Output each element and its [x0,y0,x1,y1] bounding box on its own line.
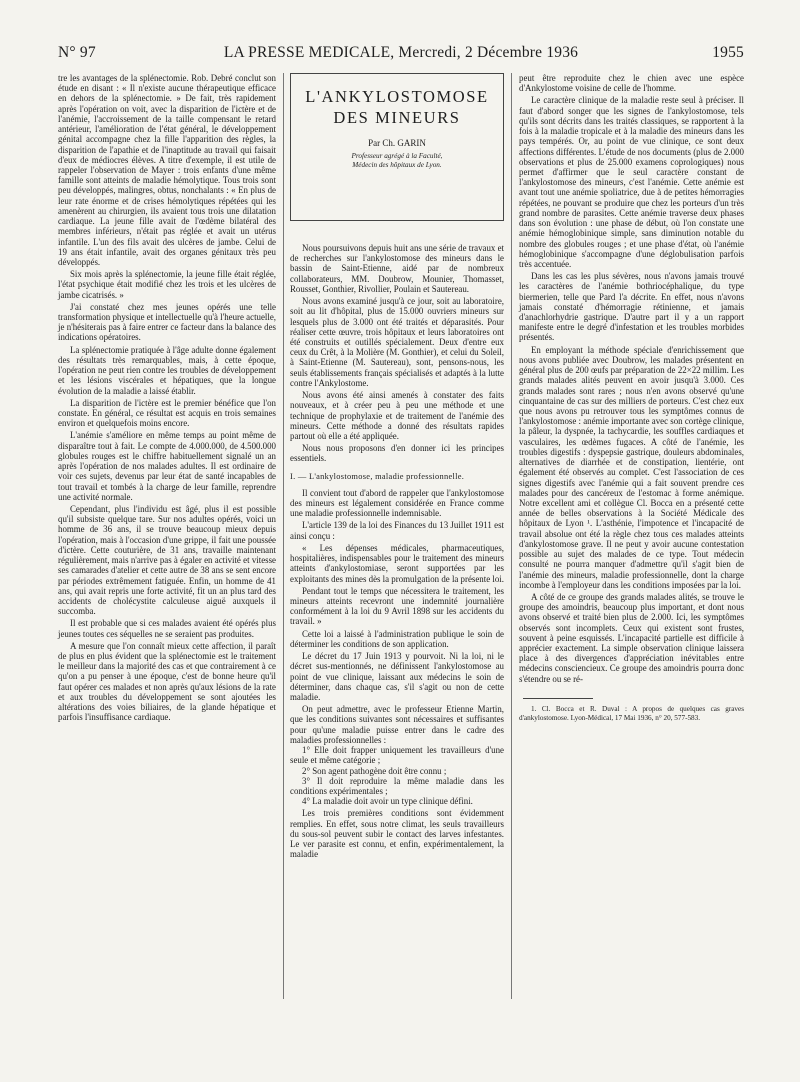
col1-paragraph: J'ai constaté chez mes jeunes opérés une telle transformation physique et intellectuelle qu'à l'heure actuelle, je n'hésiterais pas à faire entrer ce facteur dans la balance des indications opératoires. [58,301,276,343]
col3-paragraph: A côté de ce groupe des grands malades alités, se trouve le groupe des amoindris, beaucoup plus important, et dont nous avons observé et traité bien plus de 2.000. Ici, les symptômes observés sont incomplets. Ceux qui existent sont frustes, souvent à peine esquissés. L'incapacité partielle est difficile à apprécier exactement. La simple observation clinique laissera place à des divergences d'appréciation inévitables entre médecins consciencieux. Ce groupe des amoindris pourra donc s'étendre ou se ré- [519,591,744,684]
col2-paragraph: Nous avons été ainsi amenés à constater des faits nouveaux, et à créer peu à peu une méthode et une technique de prophylaxie et de traitement de l'anémie des mineurs. Cette méthode a donné des résultats rapides partout où elle a été appliquée. [290,390,504,441]
col2-paragraph: Cette loi a laissé à l'administration publique le soin de déterminer les conditions de son application. [290,628,504,649]
column-2 [290,73,504,859]
author-affiliation-line-2: Médecin des hôpitaux de Lyon. [352,161,442,170]
col2-paragraph: Les trois premières conditions sont évidemment remplies. En effet, sous notre climat, les seuls travailleurs du sous-sol peuvent subir le contact des larves infestantes. Le ver parasite est connu, et enfin, expérimentalement, la maladie [290,808,504,860]
col2-list-item: 1° Elle doit frapper uniquement les travailleurs d'une seule et même catégorie ; [290,745,504,766]
col1-paragraph: L'anémie s'améliore en même temps au point même de disparaître tout à fait. Le compte de 4.000.000, de 4.500.000 globules rouges est le chiffre habituellement signalé un an après l'opération de nos malades adultes. Il est ordinaire de voir ces sujets, devenus par leur état de santé incapables de tout travail et tombés à la charge de leur famille, reprendre une activité normale. [58,430,276,502]
col2-list-item: 3° Il doit reproduire la même maladie dans les conditions expérimentales ; [290,775,504,796]
article-title-line-1: L'ANKYLOSTOMOSE [305,87,489,106]
footnote-rule [523,698,593,699]
col2-paragraph: Nous nous proposons d'en donner ici les principes essentiels. [290,443,504,464]
col3-paragraph: Le caractère clinique de la maladie reste seul à préciser. Il faut d'abord songer que les signes de l'ankylostomose, tels qu'ils sont décrits dans les traités classiques, se rapportent à la fois à la maladie tropicale et à la maladie des mineurs dans les pays tempérés. Or, au point de vue clinique, ce sont deux affections différentes. L'étude de nos documents (plus de 2.000 observations et plus de 25.000 examens coprologiques) nous permet d'affirmer que le seul caractère constant de l'ankylostomose des mineurs, c'est l'anémie. Cette anémie est avant tout une anémie spoliatrice, due à de petites hémorragies répétées, ne pouvant se produire que chez les porteurs d'un très grand nombre de parasites. Cette anémie traverse deux phases dans son évolution : une phase de début, où l'on constate une anémie hémoglobinique simple, sans diminution notable du nombre des globules rouges ; et une phase d'état, où l'anémie hémoglobinique s'accompagne d'une déglobulisation parfois très accentuée. [519,95,744,269]
page-number: 1955 [712,44,744,61]
column-3 [519,73,744,723]
article-title-box [290,73,504,221]
section-heading: I. — L'ankylostomose, maladie professionnelle. [290,471,465,481]
col2-paragraph: Nous poursuivons depuis huit ans une série de travaux et de recherches sur l'ankylostomose des mineurs dans le bassin de Saint-Etienne, aidé par de nombreux collaborateurs, MM. Doubrow, Mounier, Thomasset, Rousset, Gonthier, Rivollier, Poulain et Sautereau. [290,243,504,294]
col1-paragraph: Cependant, plus l'individu est âgé, plus il est possible qu'il subsiste quelque tare. Sur nos adultes opérés, voici un homme de 36 ans, il se trouve beaucoup mieux depuis l'opération, mais à l'occasion d'une grippe, il fait une poussée d'ictère. Cette couturière, de 31 ans, travaille maintenant régulièrement, mais n'arrive pas à égaler en activité et vitesse ses camarades d'atelier et cette autre de 38 ans se sent encore par périodes extrêmement fatiguée. Enfin, un homme de 41 ans, qui avait repris une forte activité, fit un an plus tard des accidents de cholécystite calculeuse aiguë auxquels il succomba. [58,503,276,617]
col1-paragraph: tre les avantages de la splénectomie. Rob. Debré conclut son étude en disant : « Il n'existe aucune thérapeutique efficace en dehors de la splénectomie. » De fait, très rapidement après l'opération on voit, avec la disparition de l'ictère et de l'anémie, l'accroissement de la taille compensant le retard antérieur, l'amélioration de l'état général, le développement génital accompagne chez la fille l'apparition des règles, la disparition de l'apathie et de l'inaptitude au travail qui faisait d'eux de médiocres élèves. A titre d'exemple, il est utile de rappeler l'observation de Mayer : trois enfants d'une même famille sont atteints de maladie hémolytique. Tous trois sont peu développés, malingres, obtus, nonchalants : « En plus de leur rate énorme et de crises hémolytiques répétées qui les amenèrent au chirurgien, ils avaient tous trois une dilatation cardiaque. La jeune fille avait de l'œdème bilatéral des membres inférieurs, n'était pas réglée et avait un utérus infantile. L'un des fils avait des ulcères de jambe. Celui de 19 ans était infantile, avait des organes génitaux très peu développés. [58,73,276,267]
column-rule-right [511,73,512,999]
col3-paragraph: En employant la méthode spéciale d'enrichissement que nous avons publiée avec Doubrow, les malades présentent en général plus de 200 œufs par préparation de 22×22 millim. Les grands malades alités peuvent en avoir jusqu'à 3.000. Ces grands malades sont rares ; nous n'en avons observé qu'une cinquantaine de cas sur des milliers de porteurs. C'est chez eux que nous avons pu retrouver tous les symptômes connus de l'ankylostomose : anémie importante avec son cortège clinique, la pâleur, la dyspnée, la tachycardie, les souffles cardiaques et vasculaires, les œdèmes fugaces. A côté de l'anémie, les troubles digestifs : dyspepsie gastrique, douleurs abdominales, alternatives de diarrhée et de constipation, lientérie, ont également été observés au complet. C'est l'association de ces signes digestifs avec l'anémie qui a fait souvent prendre ces malades pour des cancéreux de l'estomac à forme anémique. Notre excellent ami et collègue Cl. Bocca en a présenté cette année de belles observations à la Société Médicale des hôpitaux de Lyon ¹. L'asthénie, l'impotence et l'incapacité de travail absolue ont été la règle chez tous ces malades atteints d'ankylostomose grave. Il ne peut y avoir aucune contestation possible au sujet des malades de ce type. Tout médecin consulté ne pourra manquer d'admettre qu'il s'agit bien de l'anémie des mineurs, maladie professionnelle, dont la charge incombe à l'employeur dans les conditions imposées par la loi. [519,344,744,590]
col1-paragraph: La splénectomie pratiquée à l'âge adulte donne également des résultats très remarquables, mais, à cette époque, l'opération ne peut rien contre les troubles de développement et les lésions viscérales et hépatiques, que la longue évolution de la maladie a laissé établir. [58,344,276,396]
col1-paragraph: Six mois après la splénectomie, la jeune fille était réglée, l'état psychique était modifié chez les trois et les ulcères de jambe cicatrisés. » [58,269,276,300]
footnote: 1. Cl. Bocca et R. Duval : A propos de quelques cas graves d'ankylostomose. Lyon-Médical, 17 Mai 1936, n° 20, 577-583. [519,704,744,722]
col2-quote-paragraph: Pendant tout le temps que nécessitera le traitement, les mineurs atteints recevront une indemnité journalière conformément à la loi du 9 Avril 1898 sur les accidents du travail. » [290,585,504,627]
col1-paragraph: Il est probable que si ces malades avaient été opérés plus jeunes toutes ces séquelles ne se seraient pas produites. [58,618,276,639]
col1-paragraph: La disparition de l'ictère est le premier bénéfice que l'on constate. En général, ce résultat est acquis en trois semaines environ et quelquefois moins encore. [58,397,276,429]
col2-list-item: 4° La maladie doit avoir un type clinique défini. [302,796,473,807]
column-1 [58,73,276,723]
col2-list-item: 2° Son agent pathogène doit être connu ; [302,765,447,776]
col2-paragraph: Il convient tout d'abord de rappeler que l'ankylostomose des mineurs est légalement considérée en France comme une maladie professionnelle indemnisable. [290,487,504,519]
col2-quote-paragraph: « Les dépenses médicales, pharmaceutiques, hospitalières, indispensables pour le traitement des mineurs atteints d'ankylostomiase, seront supportées par les exploitants des mines dès la promulgation de la présente loi. [290,542,504,584]
author-affiliation-line-1: Professeur agrégé à la Faculté, [351,152,443,161]
article-byline: Par Ch. GARIN [368,138,426,148]
col2-paragraph: L'article 139 de la loi des Finances du 13 Juillet 1911 est ainsi conçu : [290,520,504,541]
article-title-line-2: DES MINEURS [333,108,461,127]
col1-paragraph: A mesure que l'on connaît mieux cette affection, il paraît de plus en plus évident que la splénectomie est le traitement le meilleur dans la majorité des cas et que contrairement à ce qu'on a pu penser à une époque, c'est de bonne heure qu'il faut opérer ces malades et non après qu'aux lésions de la rate et aux troubles du développement se sont ajoutées les altérations des voies biliaires, de la glande hépatique et parfois l'insuffisance cardiaque. [58,640,276,723]
column-rule-left [283,73,284,999]
col3-paragraph: Dans les cas les plus sévères, nous n'avons jamais trouvé les caractères de l'anémie bothriocéphalique, du type biermerien, telle que Pard l'a décrite. En effet, nous n'avons jamais constaté d'hémorragie rétinienne, et jamais d'anachlorhydrie gastrique. D'autre part il y a un rapport manifeste entre le degré d'infestation et les troubles morbides présentés. [519,271,744,343]
col2-paragraph: Nous avons examiné jusqu'à ce jour, soit au laboratoire, soit au lit d'hôpital, plus de 15.000 ouvriers mineurs sur lesquels plus de 3.000 ont été traités et déparasités. Pour réaliser cette œuvre, trois hôpitaux et leurs laboratoires ont été construits et outillés spécialement. Deux d'entre eux ceux du Crêt, à la Molière (M. Gonthier), et celui du Soleil, à Saint-Etienne (M. Sautereau), sont, pensons-nous, les seuls établissements français spécialisés et adaptés à la lutte contre l'Ankylostome. [290,296,504,388]
col2-paragraph: On peut admettre, avec le professeur Etienne Martin, que les conditions suivantes sont nécessaires et suffisantes pour qu'une maladie puisse entrer dans le cadre des maladies professionnelles : [290,704,504,745]
col2-paragraph: Le décret du 17 Juin 1913 y pourvoit. Ni la loi, ni le décret sus-mentionnés, ne définissent l'ankylostomose au point de vue clinique, laissant aux médecins le soin de déterminer, dans chaque cas, s'il s'agit ou non de cette maladie. [290,651,504,702]
col3-paragraph: peut être reproduite chez le chien avec une espèce d'Ankylostome voisine de celle de l'homme. [519,73,744,94]
issue-number: N° 97 [58,44,96,61]
page-header [58,44,744,66]
journal-title: LA PRESSE MEDICALE, Mercredi, 2 Décembre 1936 [223,44,579,61]
